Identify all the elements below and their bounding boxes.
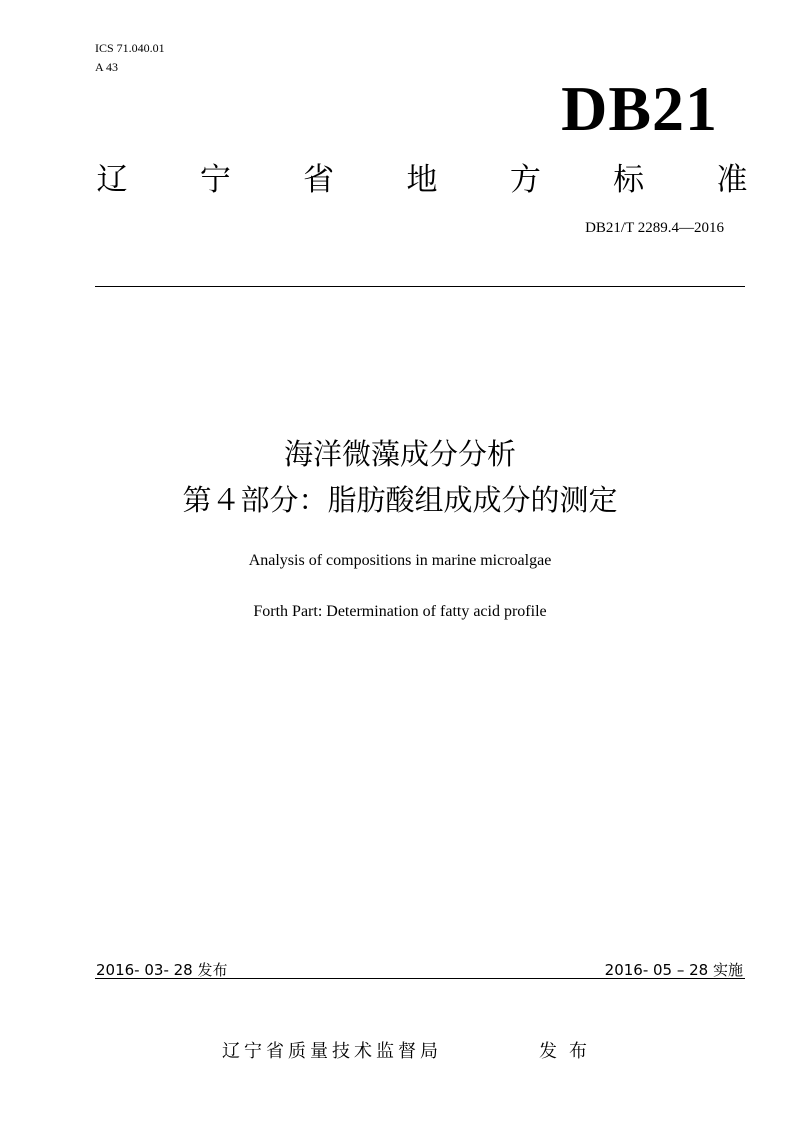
classification-code: A 43 [95, 60, 119, 74]
standard-type-char: 地 [406, 161, 438, 198]
standard-type-char: 准 [716, 161, 748, 198]
title-en-main: Analysis of compositions in marine microalgae [248, 552, 552, 569]
standard-type-char: 方 [509, 161, 541, 198]
title-cn-main: 海洋微藻成分分析 [283, 437, 516, 471]
issue-date: 2016- 03- 28 发布 [96, 961, 228, 979]
series-mark: DB21 [561, 73, 718, 144]
header-divider [95, 286, 745, 287]
issuer-action: 发布 [539, 1041, 599, 1062]
standard-type-char: 宁 [199, 161, 231, 198]
ics-code: ICS 71.040.01 [95, 41, 165, 55]
title-en-part: Forth Part: Determination of fatty acid profile [253, 603, 547, 620]
standard-type-char: 辽 [96, 161, 128, 198]
issuing-authority: 辽宁省质量技术监督局 [222, 1041, 442, 1062]
standard-type-char: 省 [303, 161, 335, 198]
standard-number: DB21/T 2289.4—2016 [585, 220, 724, 236]
footer-divider [95, 978, 745, 979]
standard-type-heading [95, 156, 749, 196]
standard-type-char: 标 [613, 161, 645, 198]
implementation-date: 2016- 05 – 28 实施 [604, 961, 743, 979]
title-cn-part: 第４部分：脂肪酸组成成分的测定 [182, 483, 618, 517]
